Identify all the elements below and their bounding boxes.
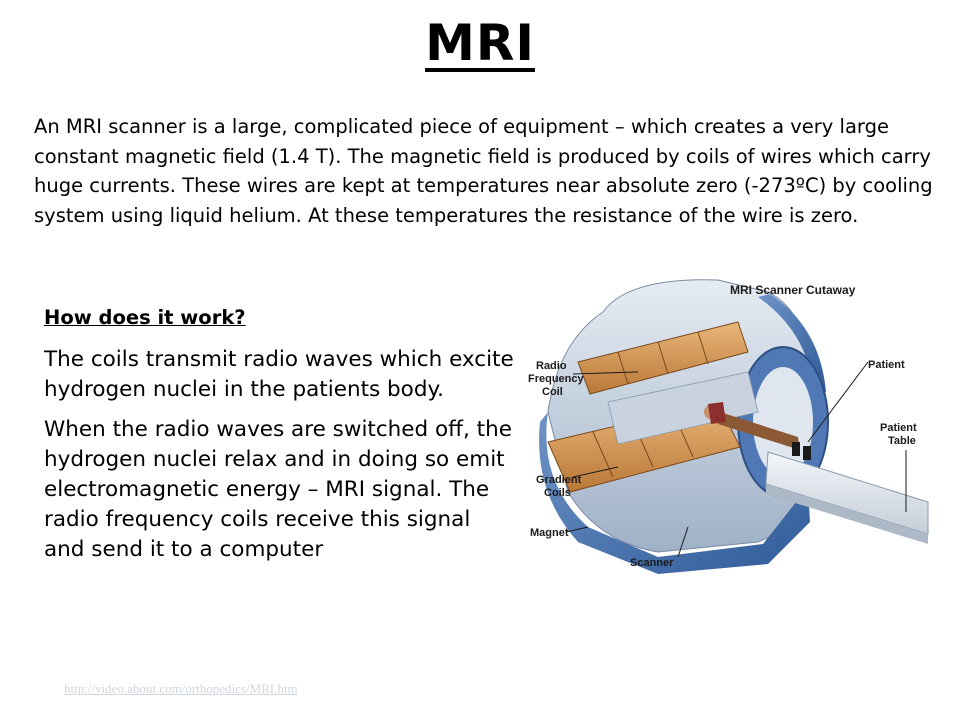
source-link[interactable]: http://video.about.com/orthopedics/MRI.htm [64, 681, 298, 696]
label-radio-line3: Coil [542, 386, 563, 398]
mri-cutaway-svg [508, 272, 948, 592]
label-radio-line1: Radio [536, 360, 567, 372]
label-gradient-line2: Coils [544, 487, 571, 499]
slide-title: MRI [425, 14, 535, 72]
label-magnet: Magnet [530, 527, 569, 539]
figure-title: MRI Scanner Cutaway [730, 283, 856, 297]
how-it-works-section [44, 303, 514, 575]
mri-cutaway-illustration [508, 272, 948, 592]
label-patient-table-line2: Table [888, 435, 916, 447]
label-patient-table-line1: Patient [880, 422, 917, 434]
label-gradient-line1: Gradient [536, 474, 582, 486]
label-patient: Patient [868, 359, 905, 371]
how-it-works-heading: How does it work? [44, 306, 246, 329]
label-scanner: Scanner [630, 557, 674, 569]
how-it-works-paragraph-2: When the radio waves are switched off, the hydrogen nuclei relax and in doing so emit electromagnetic energy – MRI signal. The radio frequency coils receive this signal and send it to a computer [44, 417, 512, 562]
how-it-works-paragraph-1: The coils transmit radio waves which excite hydrogen nuclei in the patients body. [44, 347, 514, 402]
label-radio-line2: Frequency [528, 373, 584, 385]
intro-paragraph: An MRI scanner is a large, complicated piece of equipment – which creates a very large constant magnetic field (1.4 T). The magnetic field is produced by coils of wires which carry huge currents. These wires are kept at temperatures near absolute zero (-273ºC) by cooling system using liquid helium. At these temperatures the resistance of the wire is zero. [34, 115, 933, 227]
